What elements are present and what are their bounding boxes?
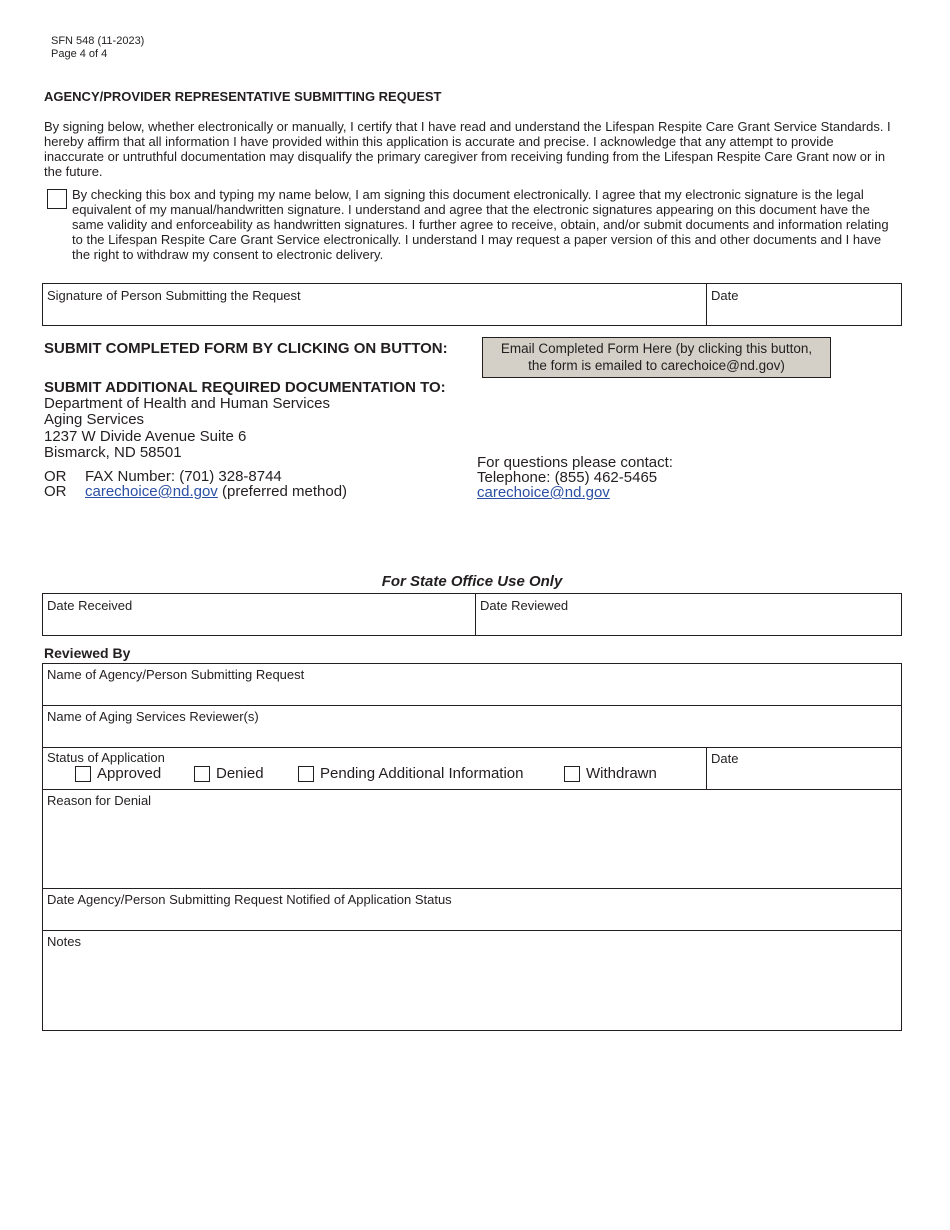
esignature-consent-text: By checking this box and typing my name below, I am signing this document electronically. I agree that my electronic signature is the legal equivalent of my manual/handwritten signature. I understand and agree that the electronic signatures appearing on this document have the same validity and enforceability as handwritten signatures. I further agree to receive, obtain, and/or submit documents and information relating to the Lifespan Respite Care Grant Service electronically. I understand I may request a paper version of this and other documents and I have the right to withdraw my consent to electronic delivery. <box>72 187 889 262</box>
review-table <box>42 663 902 1031</box>
signature-field[interactable] <box>45 304 703 324</box>
address-line: Aging Services <box>44 411 145 429</box>
email-button-line1: Email Completed Form Here (by clicking this button, <box>500 341 813 356</box>
status-date-label: Date <box>711 751 739 766</box>
address-line: 1237 W Divide Avenue Suite 6 <box>44 427 247 445</box>
date-received-field[interactable] <box>45 614 473 634</box>
withdrawn-label: Withdrawn <box>586 765 657 782</box>
approved-label: Approved <box>97 765 162 782</box>
email-line <box>44 483 348 500</box>
contact-telephone: Telephone: (855) 462-5465 <box>477 469 658 486</box>
date-received-label: Date Received <box>47 598 133 613</box>
status-date-field[interactable] <box>709 768 899 787</box>
reviewer-name-field[interactable] <box>45 726 899 745</box>
section-title: AGENCY/PROVIDER REPRESENTATIVE SUBMITTING REQUEST <box>44 89 442 104</box>
signature-label: Signature of Person Submitting the Request <box>47 288 301 303</box>
email-button-line2: the form is emailed to carechoice@nd.gov) <box>528 358 785 373</box>
status-option-pending[interactable] <box>298 765 523 782</box>
address-line: Department of Health and Human Services <box>44 395 330 412</box>
form-number: SFN 548 (11-2023) <box>51 35 145 47</box>
submit-instruction: SUBMIT COMPLETED FORM BY CLICKING ON BUTTON: <box>44 340 448 357</box>
reason-for-denial-label: Reason for Denial <box>47 793 152 808</box>
date-notified-label: Date Agency/Person Submitting Request Notified of Application Status <box>47 892 452 907</box>
pending-label: Pending Additional Information <box>320 765 524 782</box>
status-option-approved[interactable] <box>75 765 161 782</box>
signature-date-field[interactable] <box>709 304 899 324</box>
date-reviewed-label: Date Reviewed <box>480 598 569 613</box>
approved-checkbox[interactable] <box>75 766 91 782</box>
mailing-address <box>44 396 330 461</box>
denied-checkbox[interactable] <box>194 766 210 782</box>
withdrawn-checkbox[interactable] <box>564 766 580 782</box>
or-label: OR <box>44 468 67 485</box>
documentation-heading: SUBMIT ADDITIONAL REQUIRED DOCUMENTATION TO: <box>44 379 446 396</box>
signature-row <box>42 283 902 326</box>
contact-heading: For questions please contact: <box>477 454 673 471</box>
date-notified-field[interactable] <box>45 909 899 928</box>
reviewer-name-label: Name of Aging Services Reviewer(s) <box>47 709 259 724</box>
address-line: Bismarck, ND 58501 <box>44 443 182 461</box>
email-note: (preferred method) <box>221 483 348 500</box>
or-label: OR <box>44 483 67 500</box>
reviewed-by-heading: Reviewed By <box>44 645 131 661</box>
email-form-button[interactable] <box>482 337 831 378</box>
pending-checkbox[interactable] <box>298 766 314 782</box>
state-office-title: For State Office Use Only <box>381 573 563 590</box>
contact-block <box>477 455 673 500</box>
date-received-row <box>42 593 902 636</box>
agency-name-label: Name of Agency/Person Submitting Request <box>47 667 305 682</box>
status-option-withdrawn[interactable] <box>564 765 657 782</box>
fax-number: FAX Number: (701) 328-8744 <box>85 468 282 485</box>
status-cell <box>43 747 706 789</box>
agency-name-field[interactable] <box>45 684 899 703</box>
submission-email-link[interactable]: carechoice@nd.gov <box>85 483 218 500</box>
esignature-checkbox[interactable] <box>47 189 67 209</box>
notes-field[interactable] <box>45 951 899 1028</box>
page-number: Page 4 of 4 <box>51 48 108 60</box>
status-option-denied[interactable] <box>194 765 264 782</box>
status-label: Status of Application <box>47 750 165 765</box>
certification-text: By signing below, whether electronically or manually, I certify that I have read and understand the Lifespan Respite Care Grant Service Standards. I hereby affirm that all information I have provided within this application is accurate and precise. I acknowledge that any attempt to provide inaccurate or untruthful documentation may disqualify the primary caregiver from receiving funding from the Lifespan Respite Care Grant now or in the future. <box>44 119 891 179</box>
denied-label: Denied <box>216 765 264 782</box>
contact-email-link[interactable]: carechoice@nd.gov <box>477 484 610 501</box>
notes-label: Notes <box>47 934 81 949</box>
form-header <box>51 35 144 61</box>
signature-date-label: Date <box>711 288 739 303</box>
reason-for-denial-field[interactable] <box>45 810 899 886</box>
date-reviewed-field[interactable] <box>478 614 899 634</box>
